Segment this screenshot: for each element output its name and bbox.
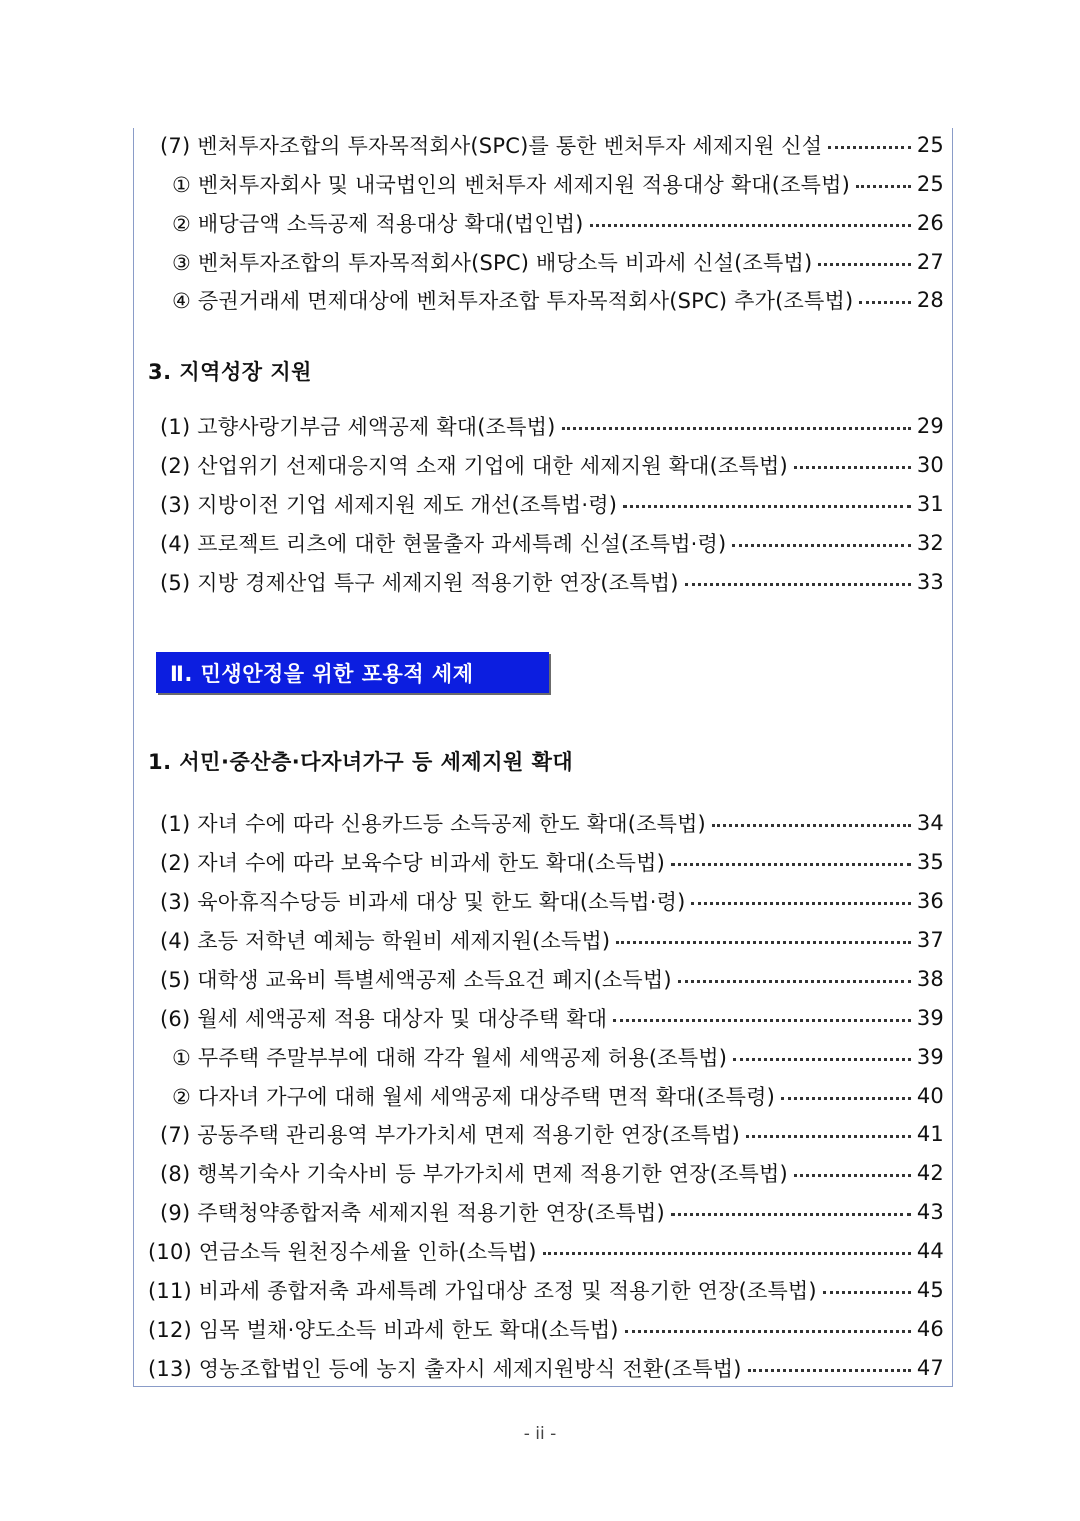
toc-entry[interactable] [160,962,944,996]
toc-entry-title: (4) 초등 저학년 예체능 학원비 세제지원(소득법) [160,929,611,953]
toc-entry[interactable] [160,448,944,482]
toc-leader-dots [625,1330,911,1333]
toc-subentry[interactable] [172,1040,944,1074]
toc-leader-dots [794,466,911,469]
toc-leader-dots [828,146,911,149]
toc-entry-title: (7) 공동주택 관리용역 부가가치세 면제 적용기한 연장(조특법) [160,1123,741,1147]
toc-leader-dots [856,185,911,188]
toc-entry[interactable] [160,409,944,443]
toc-entry-title: (2) 산업위기 선제대응지역 소재 기업에 대한 세제지원 확대(조특법) [160,454,788,478]
toc-leader-dots [794,1174,911,1177]
toc-leader-dots [746,1135,911,1138]
toc-page-number: 25 [916,133,944,157]
toc-entry-title: ② 배당금액 소득공제 적용대상 확대(법인법) [172,212,584,236]
toc-entry[interactable] [148,1234,944,1268]
toc-entry[interactable] [148,1273,944,1307]
toc-page-number: 39 [916,1045,944,1069]
toc-subentry[interactable] [172,283,944,317]
toc-leader-dots [590,224,911,227]
toc-entry-title: (12) 임목 벌채·양도소득 비과세 한도 확대(소득법) [148,1318,619,1342]
toc-subentry[interactable] [172,245,944,279]
toc-page-number: 29 [916,414,944,438]
toc-leader-dots [616,941,911,944]
chapter-title-box [156,652,549,693]
toc-subentry[interactable] [172,1079,944,1113]
toc-leader-dots [671,1213,911,1216]
toc-leader-dots [691,902,910,905]
toc-page-number: 27 [916,250,944,274]
toc-subentry[interactable] [172,206,944,240]
toc-entry-title: ① 무주택 주말부부에 대해 각각 월세 세액공제 허용(조특법) [172,1046,728,1070]
toc-entry-title: (11) 비과세 종합저축 과세특례 가입대상 조정 및 적용기한 연장(조특법) [148,1279,817,1303]
toc-entry[interactable] [148,1351,944,1385]
toc-entry-title: (6) 월세 세액공제 적용 대상자 및 대상주택 확대 [160,1007,608,1031]
section-heading-1: 1. 서민·중산층·다자녀가구 등 세제지원 확대 [148,750,574,774]
toc-entry[interactable] [148,1312,944,1346]
toc-leader-dots [748,1369,911,1372]
toc-entry-title: (2) 자녀 수에 따라 보육수당 비과세 한도 확대(소득법) [160,851,665,875]
toc-leader-dots [818,263,910,266]
toc-leader-dots [671,863,911,866]
toc-entry[interactable] [160,1195,944,1229]
toc-page-number: 33 [916,570,944,594]
toc-page-number: 37 [916,928,944,952]
toc-leader-dots [733,1058,911,1061]
toc-entry-title: ② 다자녀 가구에 대해 월세 세액공제 대상주택 면적 확대(조특령) [172,1085,775,1109]
toc-leader-dots [543,1252,911,1255]
toc-entry[interactable] [160,1001,944,1035]
toc-entry-title: (8) 행복기숙사 기숙사비 등 부가가치세 면제 적용기한 연장(조특법) [160,1162,788,1186]
toc-entry-title: (4) 프로젝트 리츠에 대한 현물출자 과세특례 신설(조특법·령) [160,532,727,556]
toc-entry[interactable] [160,526,944,560]
toc-entry-title: (1) 고향사랑기부금 세액공제 확대(조특법) [160,415,556,439]
toc-entry[interactable] [160,845,944,879]
toc-entry[interactable] [160,128,944,162]
toc-entry-title: (3) 지방이전 기업 세제지원 제도 개선(조특법·령) [160,493,618,517]
toc-entry[interactable] [160,565,944,599]
toc-page-number: 42 [916,1161,944,1185]
toc-entry-title: (7) 벤처투자조합의 투자목적회사(SPC)를 통한 벤처투자 세제지원 신설 [160,134,823,158]
toc-leader-dots [623,505,911,508]
toc-page-number: 35 [916,850,944,874]
toc-page-number: 32 [916,531,944,555]
toc-page-number: 34 [916,811,944,835]
toc-entry-title: ③ 벤처투자조합의 투자목적회사(SPC) 배당소득 비과세 신설(조특법) [172,251,813,275]
toc-entry-title: (13) 영농조합법인 등에 농지 출자시 세제지원방식 전환(조특법) [148,1357,742,1381]
toc-entry[interactable] [160,806,944,840]
toc-entry-title: (9) 주택청약종합저축 세제지원 적용기한 연장(조특법) [160,1201,665,1225]
toc-leader-dots [613,1019,911,1022]
toc-entry[interactable] [160,923,944,957]
toc-page-number: 36 [916,889,944,913]
toc-entry-title: ① 벤처투자회사 및 내국법인의 벤처투자 세제지원 적용대상 확대(조특법) [172,173,851,197]
toc-page-number: 41 [916,1122,944,1146]
toc-entry[interactable] [160,1117,944,1151]
toc-subentry[interactable] [172,167,944,201]
toc-entry[interactable] [160,487,944,521]
toc-leader-dots [562,427,911,430]
toc-page-number: 43 [916,1200,944,1224]
toc-entry-title: (1) 자녀 수에 따라 신용카드등 소득공제 한도 확대(조특법) [160,812,706,836]
toc-page-number: 26 [916,211,944,235]
chapter-title: Ⅱ. 민생안정을 위한 포용적 세제 [170,661,474,686]
toc-page-number: 46 [916,1317,944,1341]
toc-entry-title: (10) 연금소득 원천징수세율 인하(소득법) [148,1240,537,1264]
toc-page-number: 40 [916,1084,944,1108]
toc-leader-dots [712,824,911,827]
toc-page-number: 30 [916,453,944,477]
toc-page-number: 28 [916,288,944,312]
toc-entry-title: (5) 지방 경제산업 특구 세제지원 적용기한 연장(조특법) [160,571,679,595]
toc-leader-dots [678,980,911,983]
toc-entry-title: ④ 증권거래세 면제대상에 벤처투자조합 투자목적회사(SPC) 추가(조특법) [172,289,854,313]
toc-page-number: 45 [916,1278,944,1302]
toc-entry-title: (3) 육아휴직수당등 비과세 대상 및 한도 확대(소득법·령) [160,890,686,914]
toc-page-number: 25 [916,172,944,196]
toc-page-number: 38 [916,967,944,991]
toc-leader-dots [781,1097,911,1100]
toc-page-number: 47 [916,1356,944,1380]
toc-page-number: 39 [916,1006,944,1030]
toc-leader-dots [732,544,910,547]
toc-entry[interactable] [160,1156,944,1190]
toc-leader-dots [685,583,911,586]
toc-page-number: 31 [916,492,944,516]
toc-page-number: 44 [916,1239,944,1263]
toc-leader-dots [823,1291,911,1294]
section-heading-3: 3. 지역성장 지원 [148,360,312,384]
toc-leader-dots [859,301,911,304]
toc-entry[interactable] [160,884,944,918]
toc-entry-title: (5) 대학생 교육비 특별세액공제 소득요건 폐지(소득법) [160,968,672,992]
page-number-footer: - ii - [523,1424,557,1444]
